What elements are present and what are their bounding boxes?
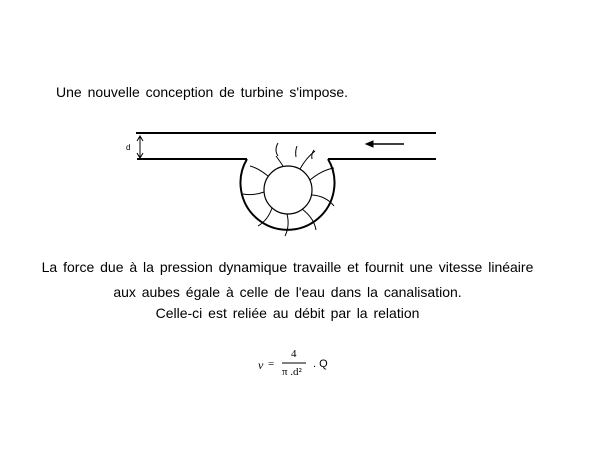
paragraph-line-3: Celle-ci est reliée au débit par la relation [155,305,420,321]
formula-lhs: ν [258,358,264,372]
turbine-blades [243,151,334,236]
dimension-label: d [126,143,131,152]
paragraph-line-2: aux aubes égale à celle de l'eau dans la canalisation. [113,284,462,300]
formula-equals: = [268,358,275,370]
dimension-arrow [137,136,143,158]
formula-denominator: π .d² [282,366,302,378]
formula-tail: . Q [313,358,328,370]
flow-arrow [366,141,404,147]
formula-numerator: 4 [291,348,297,360]
paragraph-line-1: La force due à la pression dynamique travaille et fournit une vitesse linéaire [41,259,534,275]
heading-text: Une nouvelle conception de turbine s'impose. [56,84,349,100]
turbine-rotor [264,166,312,214]
